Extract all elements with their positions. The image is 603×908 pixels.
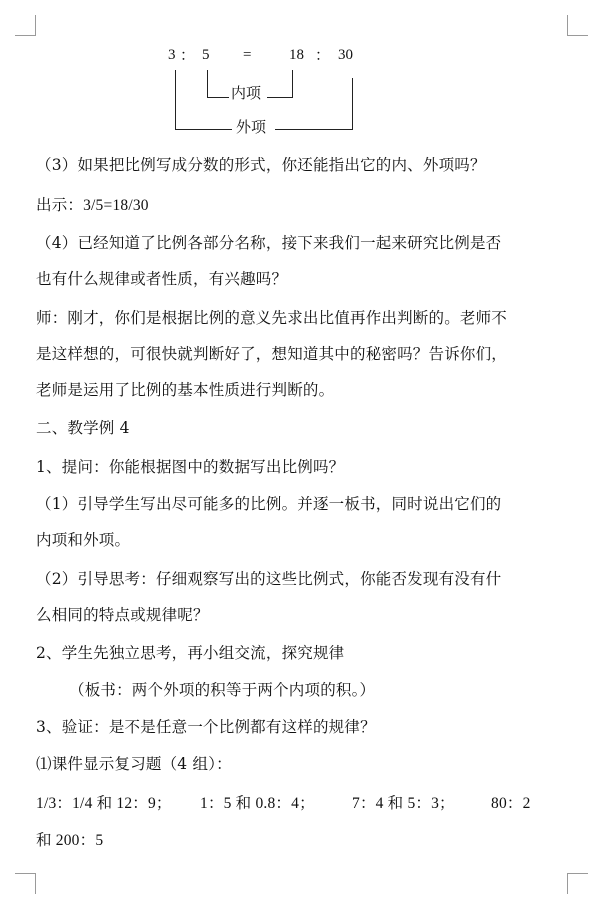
- paragraph-line: 是这样想的，可很快就判断好了，想知道其中的秘密吗？告诉你们，: [36, 345, 508, 363]
- paragraph-line: 师：刚才，你们是根据比例的意义先求出比值再作出判断的。老师不: [36, 309, 508, 327]
- paragraph-line: 内项和外项。: [36, 531, 131, 549]
- paragraph-line: ⑴课件显示复习题（4 组）：: [36, 755, 232, 773]
- paragraph-line: （2）引导思考：仔细观察写出的这些比例式，你能否发现有没有什: [36, 570, 502, 588]
- inner-bracket-line: [207, 70, 208, 98]
- outer-bracket-line: [175, 70, 176, 130]
- outer-bracket-line: [275, 129, 353, 130]
- equals-sign: =: [243, 47, 252, 63]
- paragraph-line: 老师是运用了比例的基本性质进行判断的。: [36, 381, 335, 399]
- paragraph-line: 2、学生先独立思考，再小组交流，探究规律: [36, 644, 345, 662]
- page-corner-mark: [567, 873, 588, 894]
- ratio-colon: ：: [315, 46, 331, 64]
- paragraph-line: 和 200：5: [36, 832, 104, 849]
- paragraph-line: （3）如果把比例写成分数的形式，你还能指出它的内、外项吗？: [36, 156, 486, 174]
- ratio-term: 30: [338, 47, 353, 63]
- paragraph-line: 3、验证：是不是任意一个比例都有这样的规律？: [36, 718, 376, 736]
- inner-bracket-line: [292, 70, 293, 98]
- exercise-item: 1：5 和 0.8：4；: [200, 795, 315, 812]
- ratio-colon: ：: [180, 46, 196, 64]
- outer-term-label: 外项: [236, 118, 267, 136]
- paragraph-line: 么相同的特点或规律呢？: [36, 606, 209, 624]
- paragraph-line: 出示：3/5=18/30: [36, 197, 149, 214]
- exercise-item: 80：2: [491, 795, 531, 812]
- inner-bracket-line: [267, 97, 293, 98]
- outer-bracket-line: [175, 129, 232, 130]
- page-corner-mark: [15, 873, 36, 894]
- ratio-terms-diagram: [0, 0, 603, 145]
- paragraph-line: （1）引导学生写出尽可能多的比例。并逐一板书，同时说出它们的: [36, 495, 502, 513]
- section-heading: 二、教学例 4: [36, 419, 130, 437]
- exercise-item: 7：4 和 5：3；: [352, 795, 455, 812]
- board-note-line: （板书：两个外项的积等于两个内项的积。）: [69, 681, 376, 699]
- ratio-term: 18: [289, 47, 304, 63]
- paragraph-line: 也有什么规律或者性质，有兴趣吗？: [36, 270, 288, 288]
- paragraph-line: （4）已经知道了比例各部分名称，接下来我们一起来研究比例是否: [36, 234, 502, 252]
- ratio-term: 3: [168, 47, 176, 63]
- exercise-item: 1/3：1/4 和 12：9；: [36, 795, 172, 812]
- paragraph-line: 1、提问：你能根据图中的数据写出比例吗？: [36, 458, 345, 476]
- inner-term-label: 内项: [231, 84, 262, 102]
- inner-bracket-line: [207, 97, 229, 98]
- ratio-term: 5: [202, 47, 210, 63]
- outer-bracket-line: [352, 78, 353, 130]
